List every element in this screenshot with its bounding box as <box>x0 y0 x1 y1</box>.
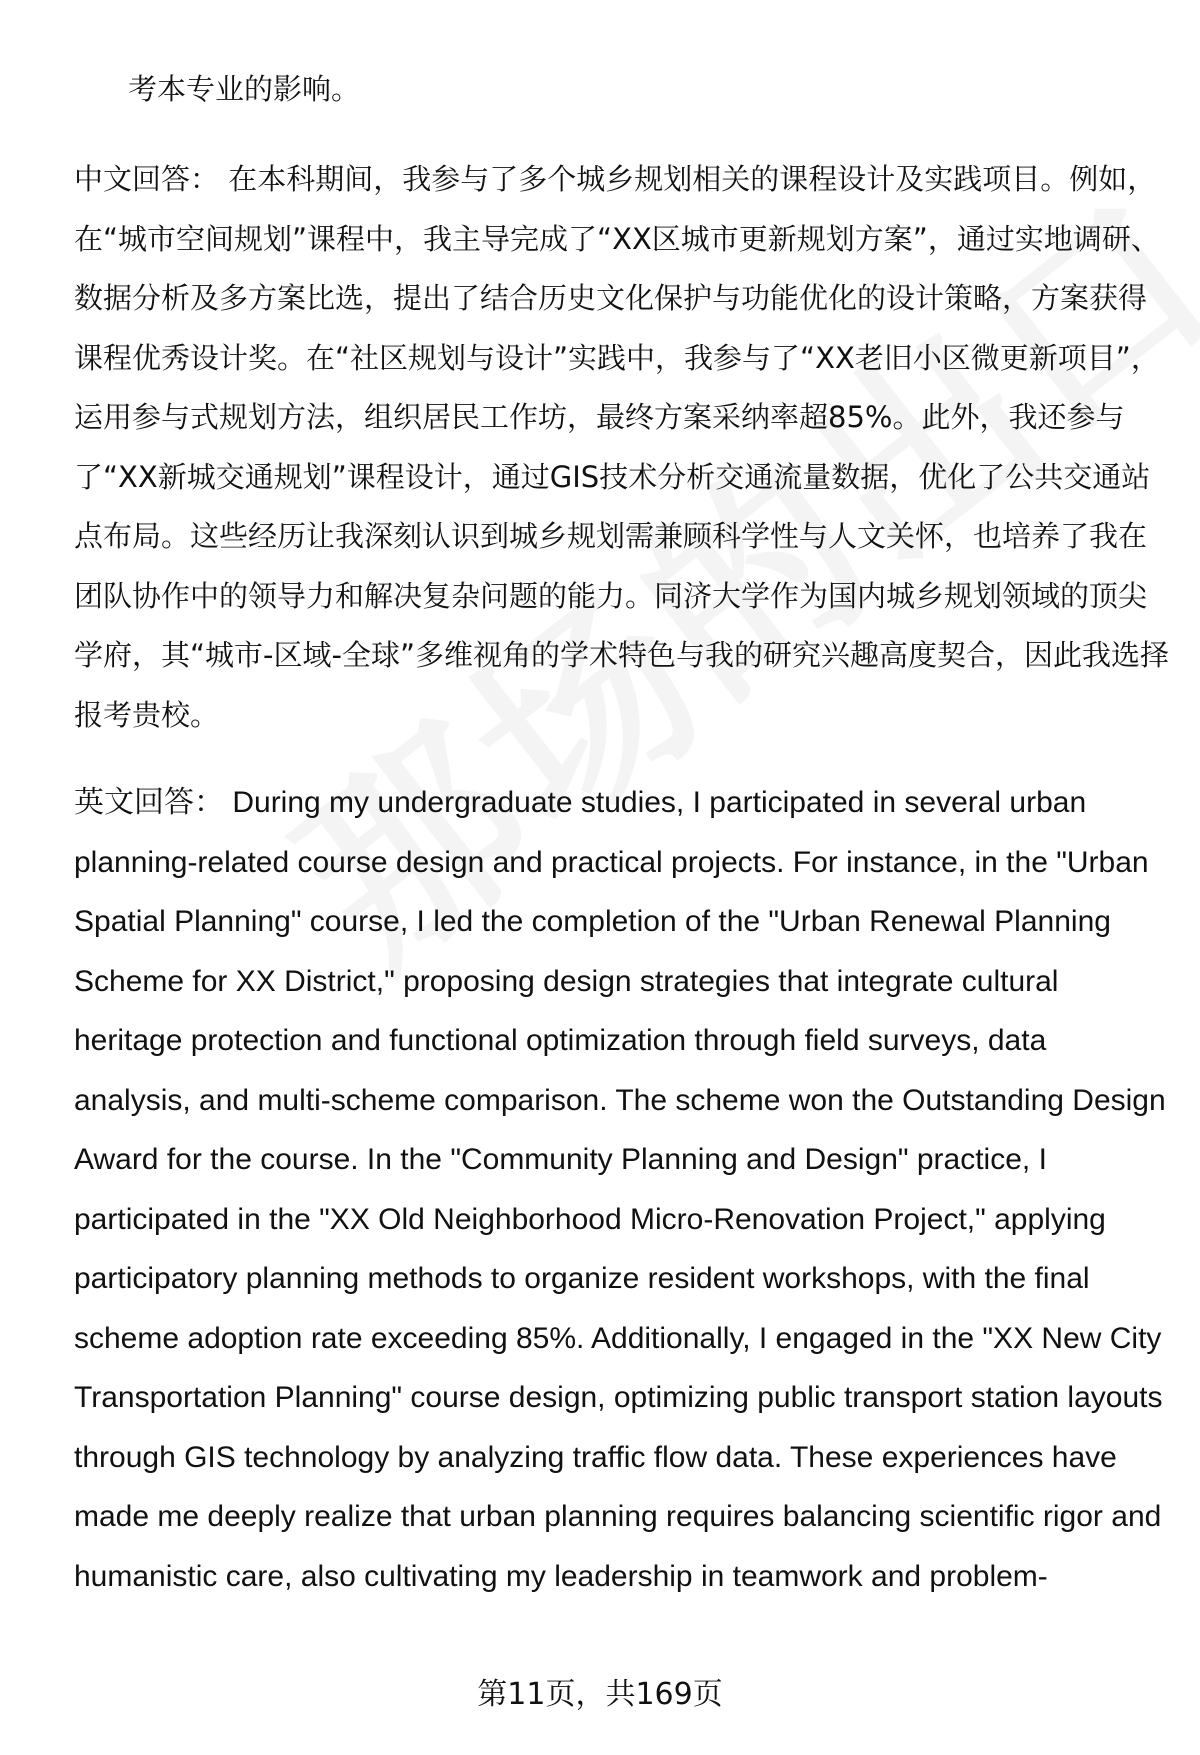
page-footer: 第11页，共169页 <box>477 1677 723 1712</box>
chinese-answer-paragraph <box>74 150 1169 745</box>
english-answer-paragraph <box>74 773 1169 1606</box>
continuation-line: 考本专业的影响。 <box>128 72 361 106</box>
chinese-answer-label: 中文回答： <box>74 162 220 196</box>
english-answer-text: During my undergraduate studies, I participated in several urban planning-related course design and practical projects. For instance, in the "Urban Spatial Planning" course, I led the completion of the "Urban Renewal Planning Scheme for XX District," proposing design strategies that integrate cultural heritage protection and functional optimization through field surveys, data analysis, and multi-scheme comparison. The scheme won the Outstanding Design Award for the course. In the "Community Planning and Design" practice, I participated in the "XX Old Neighborhood Micro-Renovation Project," applying participatory planning methods to organize resident workshops, with the final scheme adoption rate exceeding 85%. Additionally, I engaged in the "XX New City Transportation Planning" course design, optimizing public transport station layouts through GIS technology by analyzing traffic flow data. These experiences have made me deeply realize that urban planning requires balancing scientific rigor and humanistic care, also cultivating my leadership in teamwork and problem- <box>74 786 1166 1593</box>
chinese-answer-text: 在本科期间，我参与了多个城乡规划相关的课程设计及实践项目。例如，在“城市空间规划”课程中，我主导完成了“XX区城市更新规划方案”，通过实地调研、数据分析及多方案比选，提出了结合历史文化保护与功能优化的设计策略，方案获得课程优秀设计奖。在“社区规划与设计”实践中，我参与了“XX老旧小区微更新项目”，运用参与式规划方法，组织居民工作坊，最终方案采纳率超85%。此外，我还参与了“XX新城交通规划”课程设计，通过GIS技术分析交通流量数据，优化了公共交通站点布局。这些经历让我深刻认识到城乡规划需兼顾科学性与人文关怀，也培养了我在团队协作中的领导力和解决复杂问题的能力。同济大学作为国内城乡规划领域的顶尖学府，其“城市-区域-全球”多维视角的学术特色与我的研究兴趣高度契合，因此我选择报考贵校。 <box>74 162 1169 732</box>
english-answer-label: 英文回答： <box>74 786 224 819</box>
